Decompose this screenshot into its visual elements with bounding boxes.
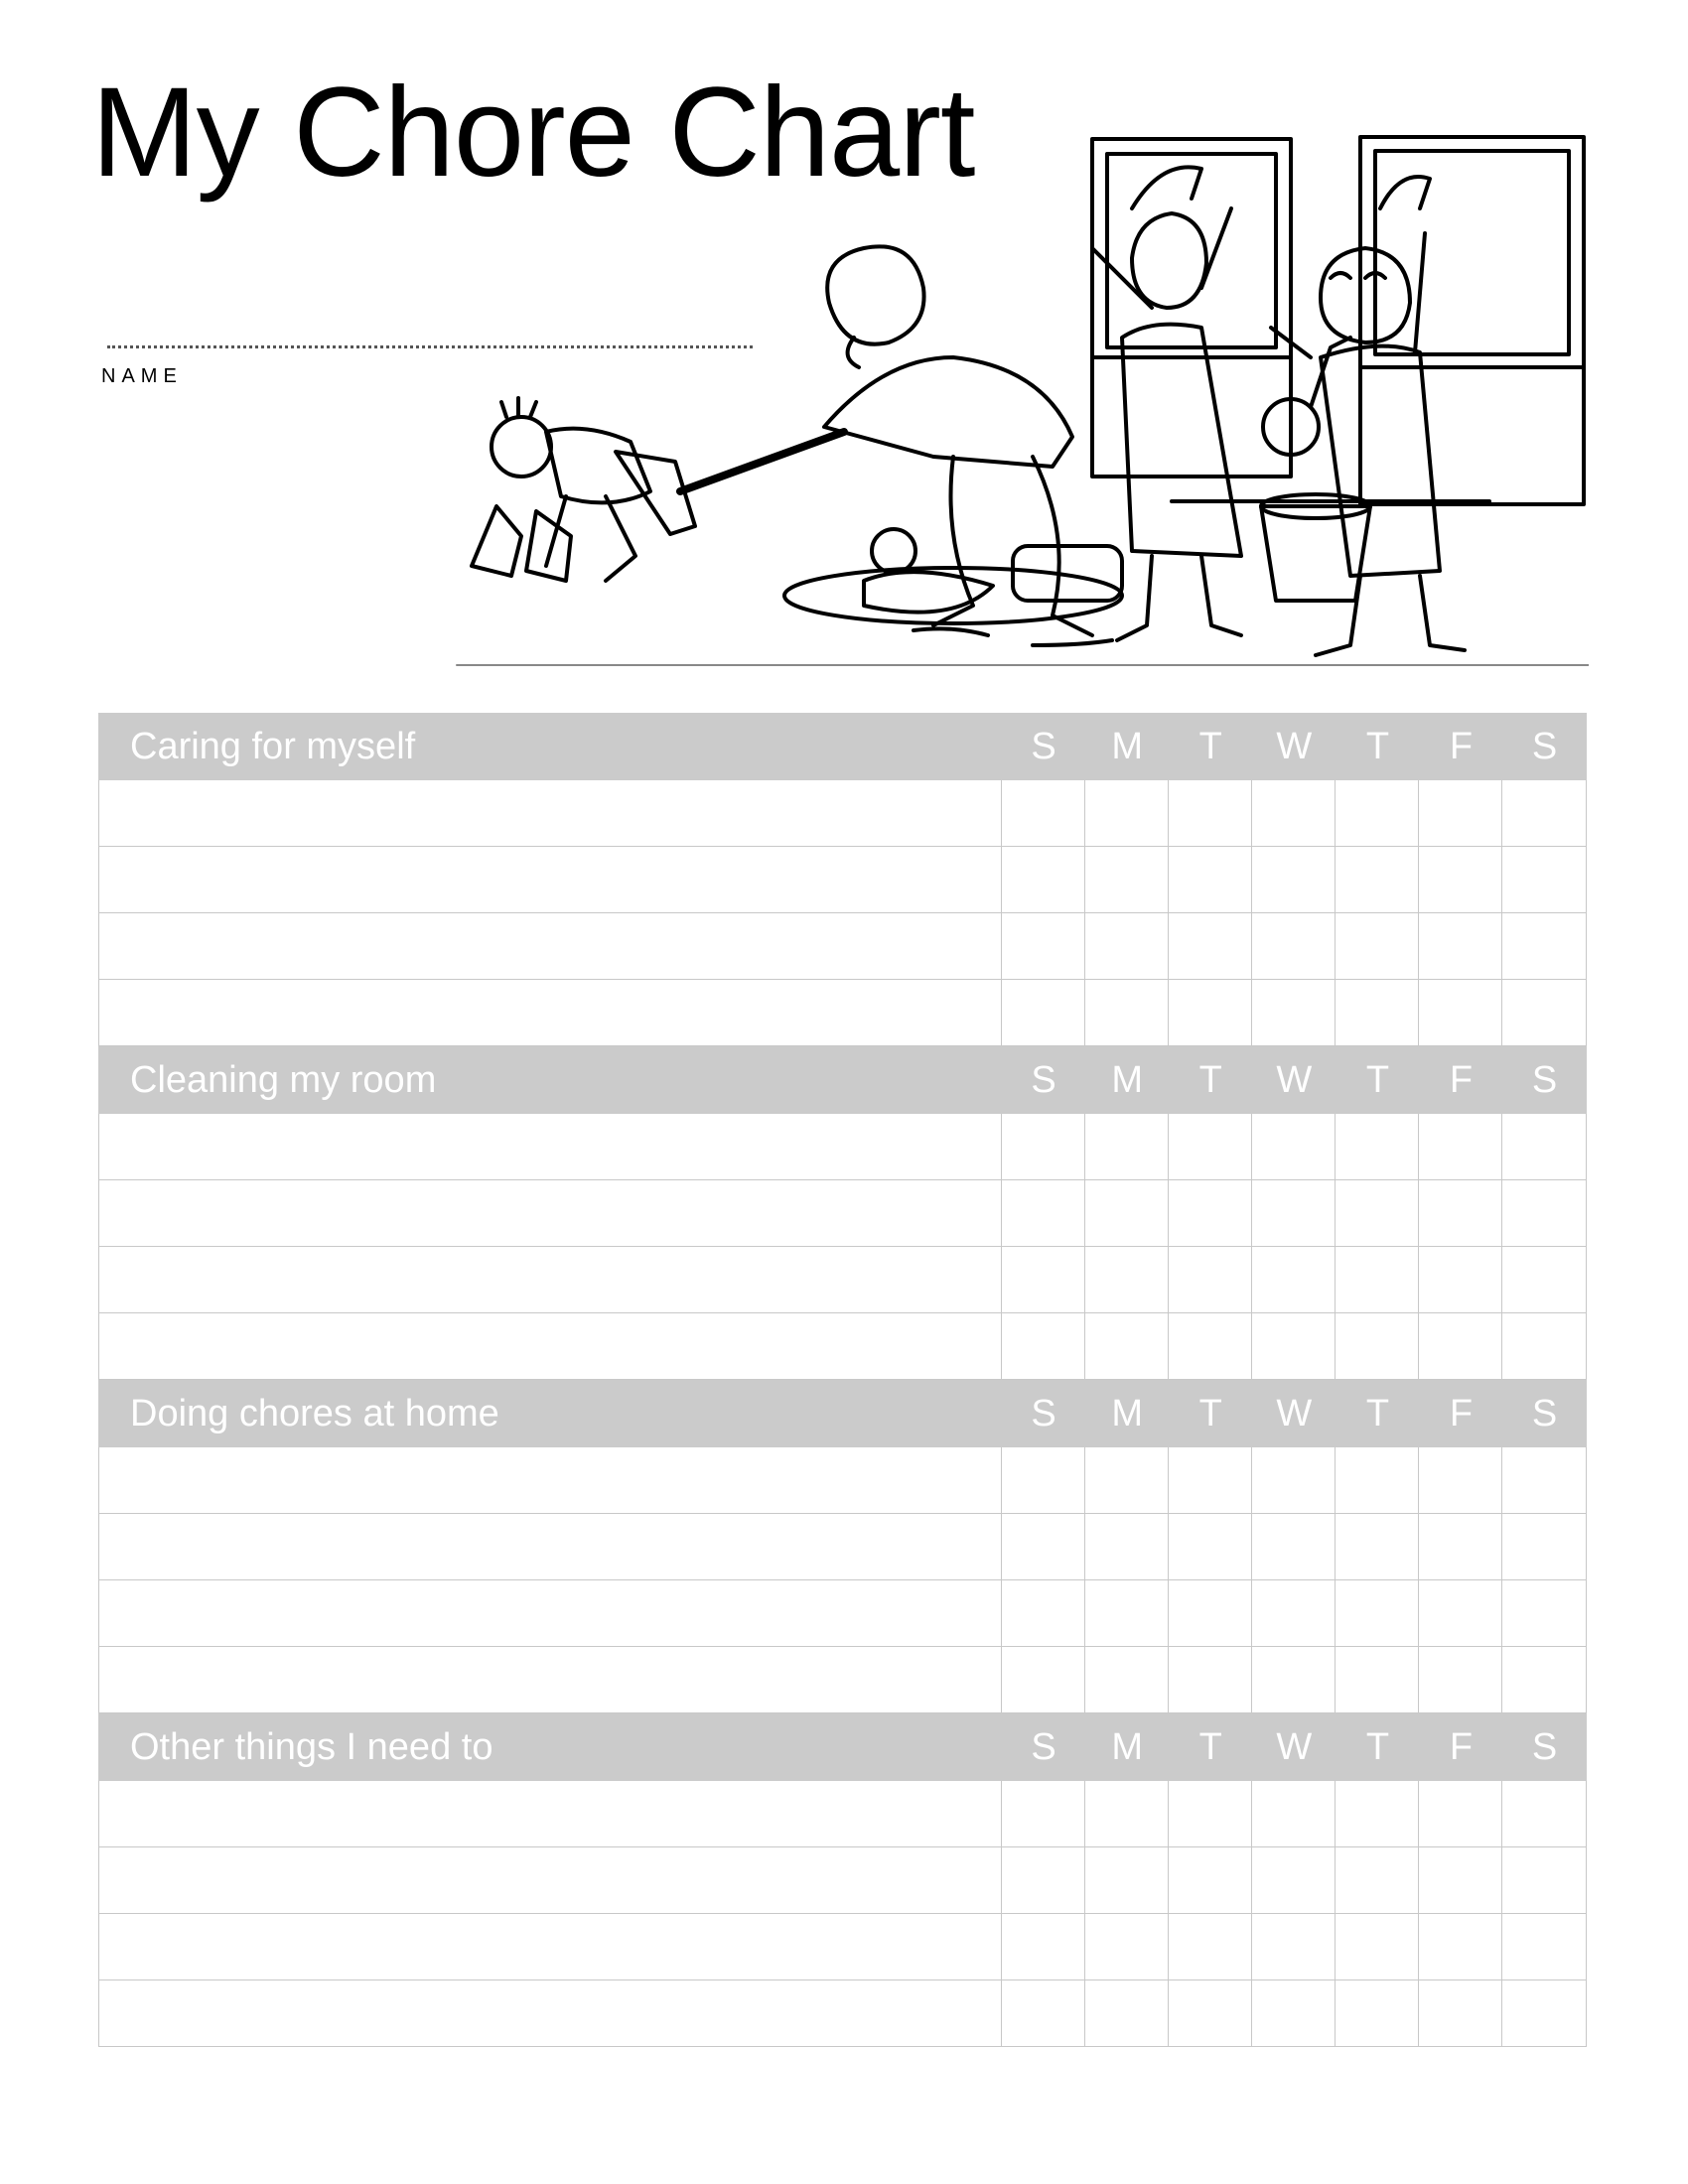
chore-row — [98, 1914, 1587, 1980]
day-checkbox[interactable] — [1002, 980, 1085, 1045]
day-checkbox[interactable] — [1085, 1514, 1169, 1579]
day-checkbox[interactable] — [1336, 1514, 1419, 1579]
day-header: T — [1198, 1058, 1222, 1101]
day-checkbox[interactable] — [1169, 1580, 1252, 1646]
chore-task-field[interactable] — [99, 780, 1002, 846]
section-title: Doing chores at home — [130, 1392, 499, 1434]
chore-task-field[interactable] — [99, 1447, 1002, 1513]
day-header: S — [1531, 725, 1558, 767]
day-checkbox[interactable] — [1085, 1781, 1169, 1846]
day-checkbox[interactable] — [1085, 780, 1169, 846]
day-checkbox[interactable] — [1419, 1180, 1502, 1246]
day-checkbox[interactable] — [1502, 1980, 1586, 2046]
name-label: NAME — [101, 365, 183, 387]
day-checkbox[interactable] — [1002, 1114, 1085, 1179]
chore-task-field[interactable] — [99, 913, 1002, 979]
day-header: F — [1449, 1725, 1474, 1768]
day-checkbox[interactable] — [1085, 1980, 1169, 2046]
day-header: T — [1365, 1058, 1390, 1101]
chore-task-field[interactable] — [99, 1247, 1002, 1312]
day-checkbox[interactable] — [1252, 847, 1336, 912]
day-checkbox[interactable] — [1419, 1980, 1502, 2046]
day-checkbox[interactable] — [1336, 1647, 1419, 1712]
day-checkbox[interactable] — [1002, 1647, 1085, 1712]
day-checkbox[interactable] — [1419, 1114, 1502, 1179]
day-checkbox[interactable] — [1336, 1847, 1419, 1913]
chore-task-field[interactable] — [99, 1980, 1002, 2046]
day-checkbox[interactable] — [1085, 1447, 1169, 1513]
day-checkbox[interactable] — [1502, 1180, 1586, 1246]
day-checkbox[interactable] — [1169, 1647, 1252, 1712]
day-checkbox[interactable] — [1169, 1114, 1252, 1179]
day-checkbox[interactable] — [1502, 1114, 1586, 1179]
chore-task-field[interactable] — [99, 1647, 1002, 1712]
chore-task-field[interactable] — [99, 1114, 1002, 1179]
day-checkbox[interactable] — [1502, 1647, 1586, 1712]
day-checkbox[interactable] — [1419, 1580, 1502, 1646]
day-checkbox[interactable] — [1502, 1313, 1586, 1379]
day-checkbox[interactable] — [1002, 1514, 1085, 1579]
day-header: F — [1449, 725, 1474, 767]
day-checkbox[interactable] — [1252, 780, 1336, 846]
day-checkbox[interactable] — [1419, 1514, 1502, 1579]
chore-row — [98, 1114, 1587, 1180]
chore-task-field[interactable] — [99, 980, 1002, 1045]
chore-row — [98, 913, 1587, 980]
day-header: F — [1449, 1058, 1474, 1101]
day-checkbox[interactable] — [1002, 780, 1085, 846]
day-header: T — [1198, 1725, 1222, 1768]
day-header: T — [1365, 725, 1390, 767]
day-checkbox[interactable] — [1336, 1180, 1419, 1246]
day-checkbox[interactable] — [1169, 1180, 1252, 1246]
day-checkbox[interactable] — [1502, 980, 1586, 1045]
day-checkbox[interactable] — [1502, 1580, 1586, 1646]
chore-row — [98, 1980, 1587, 2047]
day-header: S — [1531, 1058, 1558, 1101]
day-checkbox[interactable] — [1336, 1447, 1419, 1513]
chore-row — [98, 1847, 1587, 1914]
day-checkbox[interactable] — [1336, 913, 1419, 979]
chore-row — [98, 780, 1587, 847]
day-checkbox[interactable] — [1085, 913, 1169, 979]
chore-row — [98, 980, 1587, 1046]
family-cleaning-illustration — [437, 129, 1589, 695]
day-checkbox[interactable] — [1085, 1114, 1169, 1179]
day-checkbox[interactable] — [1336, 1781, 1419, 1846]
chore-row — [98, 1647, 1587, 1713]
day-checkbox[interactable] — [1169, 980, 1252, 1045]
day-checkbox[interactable] — [1336, 1114, 1419, 1179]
day-header: T — [1365, 1392, 1390, 1434]
chore-row — [98, 1247, 1587, 1313]
day-checkbox[interactable] — [1419, 1247, 1502, 1312]
day-header: W — [1276, 725, 1313, 767]
day-checkbox[interactable] — [1502, 1447, 1586, 1513]
section-title: Other things I need to — [130, 1725, 493, 1768]
day-checkbox[interactable] — [1169, 1447, 1252, 1513]
section-header — [98, 1046, 1587, 1114]
day-checkbox[interactable] — [1169, 1247, 1252, 1312]
day-checkbox[interactable] — [1169, 1313, 1252, 1379]
day-checkbox[interactable] — [1169, 1847, 1252, 1913]
section-header — [98, 713, 1587, 780]
chore-task-field[interactable] — [99, 1580, 1002, 1646]
day-checkbox[interactable] — [1252, 980, 1336, 1045]
day-checkbox[interactable] — [1252, 1914, 1336, 1979]
day-checkbox[interactable] — [1419, 1914, 1502, 1979]
section-header — [98, 1380, 1587, 1447]
day-checkbox[interactable] — [1002, 1447, 1085, 1513]
day-header: M — [1111, 1392, 1143, 1434]
chore-row — [98, 1313, 1587, 1380]
day-checkbox[interactable] — [1169, 913, 1252, 979]
day-header: S — [1031, 1058, 1056, 1101]
day-checkbox[interactable] — [1085, 1647, 1169, 1712]
chore-row — [98, 1781, 1587, 1847]
day-checkbox[interactable] — [1085, 847, 1169, 912]
chore-row — [98, 1180, 1587, 1247]
day-header: S — [1031, 1725, 1056, 1768]
day-checkbox[interactable] — [1252, 1781, 1336, 1846]
day-checkbox[interactable] — [1336, 1980, 1419, 2046]
day-checkbox[interactable] — [1169, 1514, 1252, 1579]
day-checkbox[interactable] — [1252, 1980, 1336, 2046]
day-checkbox[interactable] — [1419, 913, 1502, 979]
day-checkbox[interactable] — [1419, 1781, 1502, 1846]
day-checkbox[interactable] — [1085, 1180, 1169, 1246]
chore-task-field[interactable] — [99, 1914, 1002, 1979]
chore-task-field[interactable] — [99, 1313, 1002, 1379]
day-checkbox[interactable] — [1502, 913, 1586, 979]
day-checkbox[interactable] — [1002, 1180, 1085, 1246]
day-checkbox[interactable] — [1336, 1914, 1419, 1979]
day-checkbox[interactable] — [1252, 1514, 1336, 1579]
day-checkbox[interactable] — [1002, 1847, 1085, 1913]
day-checkbox[interactable] — [1252, 1847, 1336, 1913]
day-checkbox[interactable] — [1085, 1914, 1169, 1979]
day-checkbox[interactable] — [1252, 1180, 1336, 1246]
day-checkbox[interactable] — [1419, 1647, 1502, 1712]
day-checkbox[interactable] — [1085, 1847, 1169, 1913]
day-checkbox[interactable] — [1336, 780, 1419, 846]
day-checkbox[interactable] — [1002, 1980, 1085, 2046]
day-header: M — [1111, 1725, 1143, 1768]
day-checkbox[interactable] — [1085, 1580, 1169, 1646]
day-checkbox[interactable] — [1169, 1781, 1252, 1846]
day-header: W — [1276, 1392, 1313, 1434]
chore-task-field[interactable] — [99, 847, 1002, 912]
day-checkbox[interactable] — [1002, 1580, 1085, 1646]
day-checkbox[interactable] — [1085, 980, 1169, 1045]
section-header — [98, 1713, 1587, 1781]
day-checkbox[interactable] — [1002, 1247, 1085, 1312]
day-checkbox[interactable] — [1252, 913, 1336, 979]
day-header: F — [1449, 1392, 1474, 1434]
day-checkbox[interactable] — [1502, 1247, 1586, 1312]
day-header: T — [1365, 1725, 1390, 1768]
day-header: W — [1276, 1725, 1313, 1768]
day-checkbox[interactable] — [1252, 1647, 1336, 1712]
day-checkbox[interactable] — [1169, 1980, 1252, 2046]
day-checkbox[interactable] — [1502, 780, 1586, 846]
chore-task-field[interactable] — [99, 1180, 1002, 1246]
day-checkbox[interactable] — [1002, 913, 1085, 979]
day-checkbox[interactable] — [1419, 780, 1502, 846]
day-header: W — [1276, 1058, 1313, 1101]
day-checkbox[interactable] — [1002, 1914, 1085, 1979]
day-checkbox[interactable] — [1502, 1781, 1586, 1846]
day-checkbox[interactable] — [1502, 1847, 1586, 1913]
day-checkbox[interactable] — [1002, 1313, 1085, 1379]
day-header: S — [1031, 1392, 1056, 1434]
day-checkbox[interactable] — [1252, 1447, 1336, 1513]
day-header: M — [1111, 725, 1143, 767]
day-checkbox[interactable] — [1002, 1781, 1085, 1846]
day-checkbox[interactable] — [1419, 847, 1502, 912]
day-checkbox[interactable] — [1169, 847, 1252, 912]
chore-task-field[interactable] — [99, 1781, 1002, 1846]
day-checkbox[interactable] — [1419, 980, 1502, 1045]
day-checkbox[interactable] — [1002, 847, 1085, 912]
chore-row — [98, 1580, 1587, 1647]
day-header: T — [1198, 1392, 1222, 1434]
day-header: M — [1111, 1058, 1143, 1101]
section-title: Cleaning my room — [130, 1058, 437, 1101]
day-checkbox[interactable] — [1502, 847, 1586, 912]
day-checkbox[interactable] — [1252, 1247, 1336, 1312]
day-header: T — [1198, 725, 1222, 767]
day-header: S — [1531, 1392, 1558, 1434]
page-title: My Chore Chart — [91, 62, 975, 204]
day-header: S — [1031, 725, 1056, 767]
day-header: S — [1531, 1725, 1558, 1768]
day-checkbox[interactable] — [1336, 1580, 1419, 1646]
section-title: Caring for myself — [130, 725, 416, 767]
day-checkbox[interactable] — [1169, 780, 1252, 846]
day-checkbox[interactable] — [1419, 1847, 1502, 1913]
chore-row — [98, 847, 1587, 913]
chore-task-field[interactable] — [99, 1514, 1002, 1579]
chore-row — [98, 1447, 1587, 1514]
day-checkbox[interactable] — [1336, 1313, 1419, 1379]
day-checkbox[interactable] — [1419, 1447, 1502, 1513]
chore-chart-grid — [98, 713, 1587, 2047]
day-checkbox[interactable] — [1252, 1114, 1336, 1179]
day-checkbox[interactable] — [1252, 1313, 1336, 1379]
chore-task-field[interactable] — [99, 1847, 1002, 1913]
day-checkbox[interactable] — [1502, 1514, 1586, 1579]
day-checkbox[interactable] — [1419, 1313, 1502, 1379]
day-checkbox[interactable] — [1085, 1247, 1169, 1312]
chore-row — [98, 1514, 1587, 1580]
day-checkbox[interactable] — [1169, 1914, 1252, 1979]
day-checkbox[interactable] — [1085, 1313, 1169, 1379]
day-checkbox[interactable] — [1336, 847, 1419, 912]
day-checkbox[interactable] — [1336, 1247, 1419, 1312]
day-checkbox[interactable] — [1502, 1914, 1586, 1979]
day-checkbox[interactable] — [1336, 980, 1419, 1045]
day-checkbox[interactable] — [1252, 1580, 1336, 1646]
